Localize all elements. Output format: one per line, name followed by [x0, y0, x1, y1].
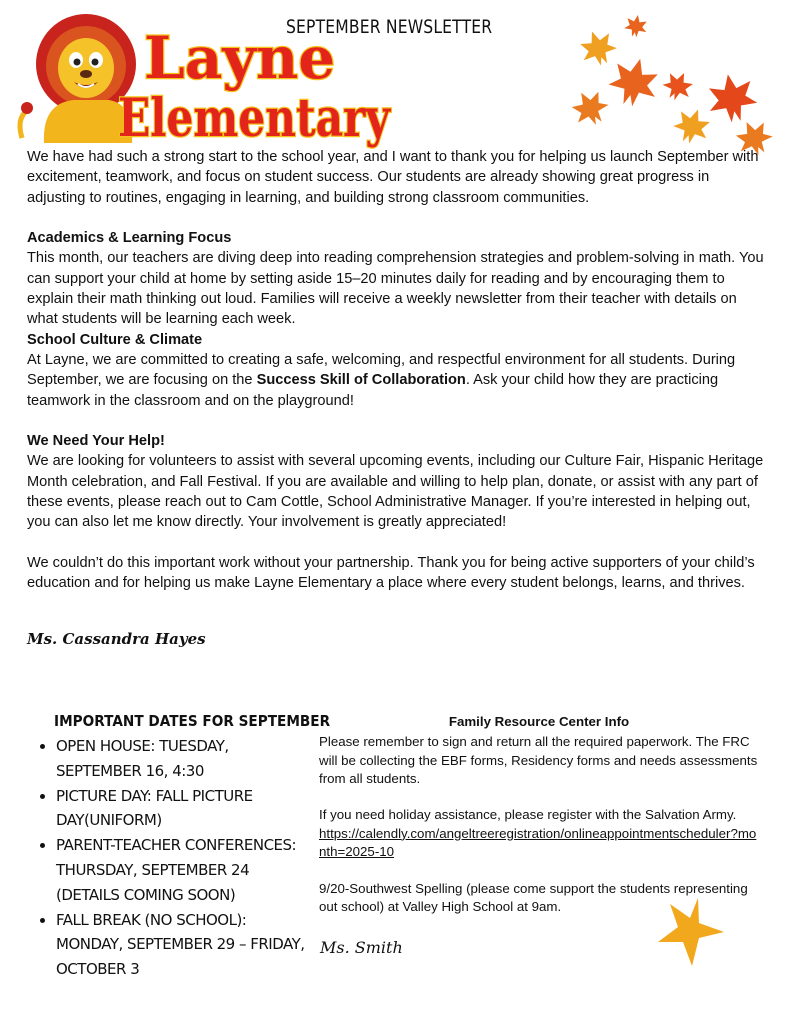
logo-text-layne: Layne	[144, 24, 336, 92]
autumn-leaves-decoration	[566, 8, 786, 158]
family-resource-center-section	[319, 713, 759, 916]
frc-paragraph-paperwork: Please remember to sign and return all the required paperwork. The FRC will be collecting the EBF forms, Residency forms and needs assessments from all students.	[319, 734, 758, 786]
academics-paragraph: This month, our teachers are diving deep into reading comprehension strategies and problem-solving in math. You can support your child at home by setting aside 15–20 minutes daily for reading and by encouraging them to explain their math thinking out loud. Families will receive a weekly newsletter from their teacher with details on what students will be learning each week.	[27, 250, 764, 328]
maple-leaf-icon	[566, 13, 777, 161]
intro-paragraph: We have had such a strong start to the school year, and I want to thank you for helping us launch September with excitement, teamwork, and focus on student success. Our students are already showing great progress in adjusting to routines, engaging in learning, and building strong classroom communities.	[27, 149, 759, 206]
frc-paragraph-holiday: If you need holiday assistance, please register with the Salvation Army.	[319, 807, 737, 823]
angel-tree-registration-link[interactable]: https://calendly.com/angeltreeregistration/onlineappointmentscheduler?month=2025-10	[319, 825, 757, 860]
frc-title: Family Resource Center Info	[448, 714, 630, 729]
date-item-conferences: • PARENT-TEACHER CONFERENCES: THURSDAY, SEPTEMBER 24 (DETAILS COMING SOON)	[56, 833, 305, 907]
date-item-open-house: • OPEN HOUSE: TUESDAY, SEPTEMBER 16, 4:30	[56, 734, 305, 784]
important-dates-title: IMPORTANT DATES FOR SEPTEMBER	[54, 712, 331, 730]
culture-heading: School Culture & Climate	[27, 331, 203, 348]
success-skill-highlight: Success Skill of Collaboration	[256, 372, 466, 389]
important-dates-section	[30, 712, 331, 982]
help-heading: We Need Your Help!	[27, 433, 165, 450]
frc-paragraph-spelling: 9/20-Southwest Spelling (please come support the students representing out school) at Valley High School at 9am.	[319, 880, 748, 914]
logo-text-elementary: Elementary	[118, 88, 392, 149]
date-item-fall-break: • FALL BREAK (NO SCHOOL): MONDAY, SEPTEMBER 29 – FRIDAY, OCTOBER 3	[56, 908, 305, 982]
frc-signature: Ms. Smith	[320, 938, 403, 957]
help-paragraph: We are looking for volunteers to assist with several upcoming events, including our Culture Fair, Hispanic Heritage Month celebration, and Fall Festival. If you are available and willing to help plan, donate, or assist with any part of these events, please reach out to Cam Cottle, School Administrative Manager. If you’re interested in helping out, you can also let me know directly. Your involvement is greatly appreciated!	[27, 453, 764, 531]
date-item-picture-day: • PICTURE DAY: FALL PICTURE DAY(UNIFORM)	[56, 784, 305, 834]
important-dates-list	[30, 734, 305, 982]
star-icon	[654, 896, 726, 968]
closing-paragraph: We couldn’t do this important work without your partnership. Thank you for being active supporters of your child’s education and for helping us make Layne Elementary a place where every student belongs, learns, and thrives.	[27, 554, 755, 592]
principal-signature: Ms. Cassandra Hayes	[27, 630, 206, 648]
newsletter-title: SEPTEMBER NEWSLETTER	[286, 16, 493, 38]
newsletter-body	[27, 147, 767, 594]
culture-paragraph: At Layne, we are committed to creating a safe, welcoming, and respectful environment for all students. During September, we are focusing on the Success Skill of Collaboration. Ask your child how they are practicing teamwork in the classroom and on the playground!	[27, 351, 736, 409]
academics-heading: Academics & Learning Focus	[27, 230, 232, 247]
lion-face	[58, 38, 114, 98]
